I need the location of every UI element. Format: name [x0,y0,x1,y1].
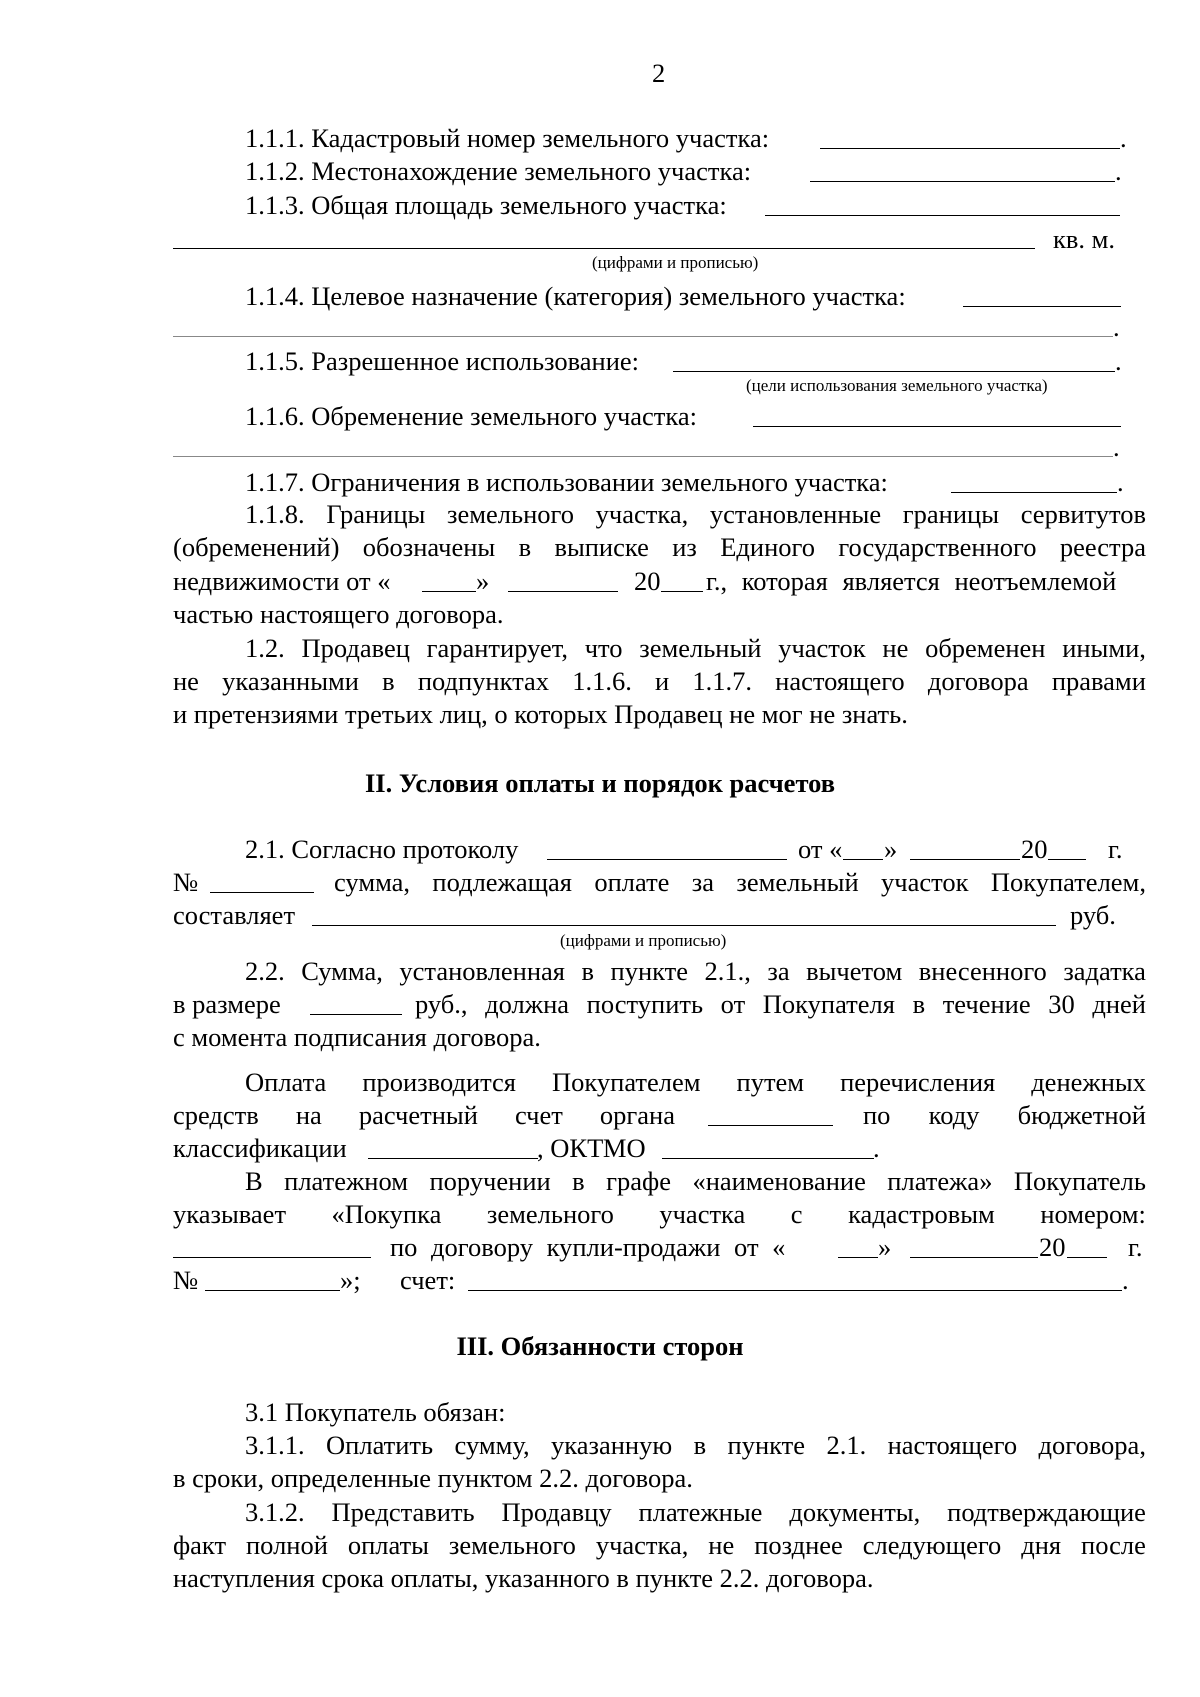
word: в [572,1166,585,1196]
word: следующего [862,1530,1002,1560]
section-2-heading: II. Условия оплаты и порядок расчетов [364,768,836,798]
period: . [1120,123,1127,153]
word: перечисления [840,1067,996,1097]
word: Покупателем [552,1067,701,1097]
word: факт [173,1530,227,1560]
word: Покупателя [762,989,895,1019]
blank-budget-code[interactable] [368,1158,538,1159]
word: номером: [1040,1199,1146,1229]
word: обозначены [362,532,496,562]
word: пункте [610,956,688,986]
clause-2-1-c: » [884,834,898,864]
word: производится [362,1067,516,1097]
word: настоящего [775,666,905,696]
clause-1-1-7: 1.1.7. Ограничения в использовании земельного участка: [245,467,888,497]
period: . [1113,312,1120,342]
word: поступить [586,989,704,1019]
word: Оплата [245,1067,327,1097]
blank-protocol-day[interactable] [843,859,883,860]
word: позднее [754,1530,843,1560]
order-line-4c: счет: [400,1265,456,1295]
clause-1-1-1: 1.1.1. Кадастровый номер земельного участка: [245,123,770,153]
order-line-4a: № [173,1265,199,1295]
word: земельного [486,1199,614,1229]
clause-1-1-8-line-3a: недвижимости от « [173,566,391,596]
blank-area-1[interactable] [765,215,1120,216]
clause-2-1-d: 20 [1021,834,1048,864]
word: земельного [448,1530,576,1560]
word: и [655,666,670,696]
clause-2-1-line-3: составляет [173,900,296,930]
blank-protocol-number[interactable] [210,892,314,893]
clause-3-1-2-line-1 [245,1499,1146,1526]
order-line-2 [173,1201,1146,1228]
period: . [1122,1265,1129,1295]
word: Продавцу [501,1497,612,1527]
word: задатка [1063,956,1146,986]
caption-purpose: (цели использования земельного участка) [746,376,1048,395]
order-line-3a: по договору купли-продажи от « [390,1232,786,1262]
word: гарантирует, [426,633,568,663]
word: Представить [331,1497,475,1527]
word: полной [245,1530,328,1560]
word: земельный [736,867,859,897]
word: графе [606,1166,671,1196]
order-line-1 [245,1168,1146,1195]
word: после [1081,1530,1146,1560]
word: сумму, [454,1430,530,1460]
page-number: 2 [652,58,666,88]
blank-order-year[interactable] [1067,1257,1107,1258]
word: от [720,989,746,1019]
blank-land-category-1[interactable] [963,306,1121,307]
word: указанную [551,1430,673,1460]
clause-2-1-a: 2.1. Согласно протоколу [245,834,519,864]
word: с [790,1199,803,1229]
word: земельного [447,499,574,529]
word: договора, [1038,1430,1146,1460]
clause-3-1-2-line-3: наступления срока оплаты, указанного в пункте 2.2. договора. [173,1563,874,1593]
word: 1.1.7. [692,666,752,696]
word: настоящего [887,1430,1018,1460]
word: Покупателем, [990,867,1146,897]
section-3-heading: III. Обязанности сторон [456,1331,744,1361]
period: . [1115,156,1122,186]
word: Границы [326,499,426,529]
rub: руб. [1070,900,1116,930]
word: указывает [173,1199,287,1229]
word: подлежащая [432,867,572,897]
word: «Покупка [331,1199,442,1229]
word: участка [659,1199,746,1229]
payment-line-3b: , ОКТМО [537,1133,646,1163]
clause-2-1-e: г. [1108,834,1123,864]
word: 3.1.2. [245,1497,305,1527]
order-line-3d: г. [1128,1232,1143,1262]
unit-sq-m: кв. м. [1053,224,1116,254]
clause-1-1-8-line-2 [173,534,1146,561]
word: подпунктах [417,666,550,696]
word: в [382,666,395,696]
blank-day[interactable] [422,591,476,592]
clause-1-2-line-1 [245,635,1146,662]
word: подтверждающие [947,1497,1146,1527]
clause-1-2-line-2 [173,668,1146,695]
word: расчетный [358,1100,478,1130]
order-line-4b: »; [340,1265,361,1295]
clause-1-1-6: 1.1.6. Обременение земельного участка: [245,401,697,431]
word: установленные [709,499,882,529]
clause-2-1-number-sign: № [173,867,199,897]
word: на [295,1100,322,1130]
blank-order-month[interactable] [910,1257,1038,1258]
blank-land-category-2[interactable] [173,336,1113,337]
clause-2-2-line-3: с момента подписания договора. [173,1022,541,1052]
word: Продавец [301,633,410,663]
word: 2.2. [245,956,285,986]
word: реестра [1059,532,1146,562]
word: в [912,989,926,1019]
word: иными, [1062,633,1146,663]
word: платежные [638,1497,763,1527]
word: Оплатить [326,1430,434,1460]
blank-account[interactable] [468,1290,1122,1291]
word: за [691,867,715,897]
period: . [873,1133,880,1163]
payment-line-2b [863,1102,1146,1129]
clause-2-1-b: от « [798,834,843,864]
word: не [173,666,199,696]
word: установленная [399,956,565,986]
clause-1-1-8-line-3d: г., которая является неотъемлемой [706,566,1117,596]
word: не [882,633,909,663]
word: оплаты [347,1530,429,1560]
period: . [1117,467,1124,497]
word: границы [902,499,1000,529]
word: вычетом [806,956,903,986]
word: сервитутов [1020,499,1146,529]
blank-protocol-year[interactable] [1048,859,1086,860]
blank-permitted-use[interactable] [673,371,1115,372]
word: кадастровым [848,1199,995,1229]
clause-2-2-line-2b [415,991,1146,1018]
order-line-3c: 20 [1039,1232,1066,1262]
word: 2.1. [826,1430,867,1460]
blank-month[interactable] [508,591,618,592]
word: дня [1021,1530,1062,1560]
word: руб., [415,989,468,1019]
payment-line-3a: классификации [173,1133,347,1163]
word: денежных [1031,1067,1146,1097]
word: органа [599,1100,675,1130]
word: выписке [554,532,649,562]
word: 3.1.1. [245,1430,305,1460]
word: земельный [639,633,762,663]
word: пункте [727,1430,806,1460]
clause-1-1-8-line-3b: » [476,566,490,596]
word: 2.1., [704,956,751,986]
word: в [581,956,595,986]
clause-3-1-2-line-2 [173,1532,1146,1559]
blank-encumbrance-1[interactable] [753,426,1121,427]
word: за [767,956,790,986]
word: должна [485,989,570,1019]
word: из [672,532,697,562]
blank-amount[interactable] [312,925,1056,926]
clause-1-1-4: 1.1.4. Целевое назначение (категория) земельного участка: [245,281,906,311]
word: В [245,1166,263,1196]
caption-digits-words: (цифрами и прописью) [592,253,759,272]
clause-1-1-8-line-1 [245,501,1146,528]
word: течение [942,989,1031,1019]
blank-authority[interactable] [708,1125,833,1126]
word: коду [928,1100,980,1130]
word: в [693,1430,707,1460]
blank-location[interactable] [810,181,1115,182]
word: участка, [595,499,689,529]
word: правами [1051,666,1146,696]
blank-cadastral-number[interactable] [820,148,1120,149]
word: что [584,633,623,663]
clause-2-2-line-2a: в размере [173,989,281,1019]
clause-3-1: 3.1 Покупатель обязан: [245,1397,506,1427]
blank-deposit[interactable] [310,1014,402,1015]
clause-1-1-8-line-4: частью настоящего договора. [173,599,504,629]
blank-protocol[interactable] [547,859,787,860]
blank-oktmo[interactable] [662,1158,874,1159]
word: 30 [1048,989,1075,1019]
word: государственного [838,532,1037,562]
caption-digits-words-2: (цифрами и прописью) [560,931,727,950]
word: участок [881,867,969,897]
word: не [708,1530,735,1560]
word: Покупатель [1013,1166,1146,1196]
word: 1.1.6. [572,666,632,696]
word: внесенного [918,956,1047,986]
clause-3-1-1-line-2: в сроки, определенные пунктом 2.2. договора. [173,1463,693,1493]
clause-2-2-line-1 [245,958,1146,985]
word: в [518,532,532,562]
word: дней [1092,989,1146,1019]
word: платежном [284,1166,408,1196]
word: указанными [222,666,359,696]
blank-protocol-month[interactable] [910,859,1020,860]
blank-year[interactable] [661,591,703,592]
word: средств [173,1100,259,1130]
word: договора [927,666,1029,696]
word: Сумма, [301,956,383,986]
clause-3-1-1-line-1 [245,1432,1146,1459]
word: сумма, [334,867,411,897]
payment-line-2 [173,1102,675,1129]
clause-1-1-3: 1.1.3. Общая площадь земельного участка: [245,190,727,220]
word: платежа» [887,1166,993,1196]
order-line-3b: » [878,1232,892,1262]
word: (обременений) [173,532,340,562]
word: участок [778,633,866,663]
word: оплате [594,867,670,897]
clause-1-1-8-line-3c: 20 [634,566,661,596]
blank-order-day[interactable] [838,1257,878,1258]
blank-order-cadastral[interactable] [173,1257,371,1258]
period: . [1113,432,1120,462]
word: Единого [720,532,815,562]
blank-order-number[interactable] [205,1290,340,1291]
word: бюджетной [1017,1100,1146,1130]
blank-restrictions[interactable] [951,492,1117,493]
word: путем [736,1067,805,1097]
clause-1-2-line-3: и претензиями третьих лиц, о которых Продавец не мог не знать. [173,699,908,729]
word: по [863,1100,891,1130]
clause-1-1-5: 1.1.5. Разрешенное использование: [245,346,640,376]
word: документы, [789,1497,921,1527]
period: . [1115,346,1122,376]
word: 1.2. [245,633,285,663]
word: счет [514,1100,563,1130]
word: «наименование [692,1166,866,1196]
word: обременен [925,633,1046,663]
word: поручении [429,1166,551,1196]
payment-line-1 [245,1069,1146,1096]
blank-area-2[interactable] [173,248,1035,249]
clause-1-1-2: 1.1.2. Местонахождение земельного участка: [245,156,752,186]
word: участка, [595,1530,689,1560]
word: 1.1.8. [245,499,305,529]
clause-2-1-line-2 [334,869,1146,896]
blank-encumbrance-2[interactable] [173,456,1113,457]
